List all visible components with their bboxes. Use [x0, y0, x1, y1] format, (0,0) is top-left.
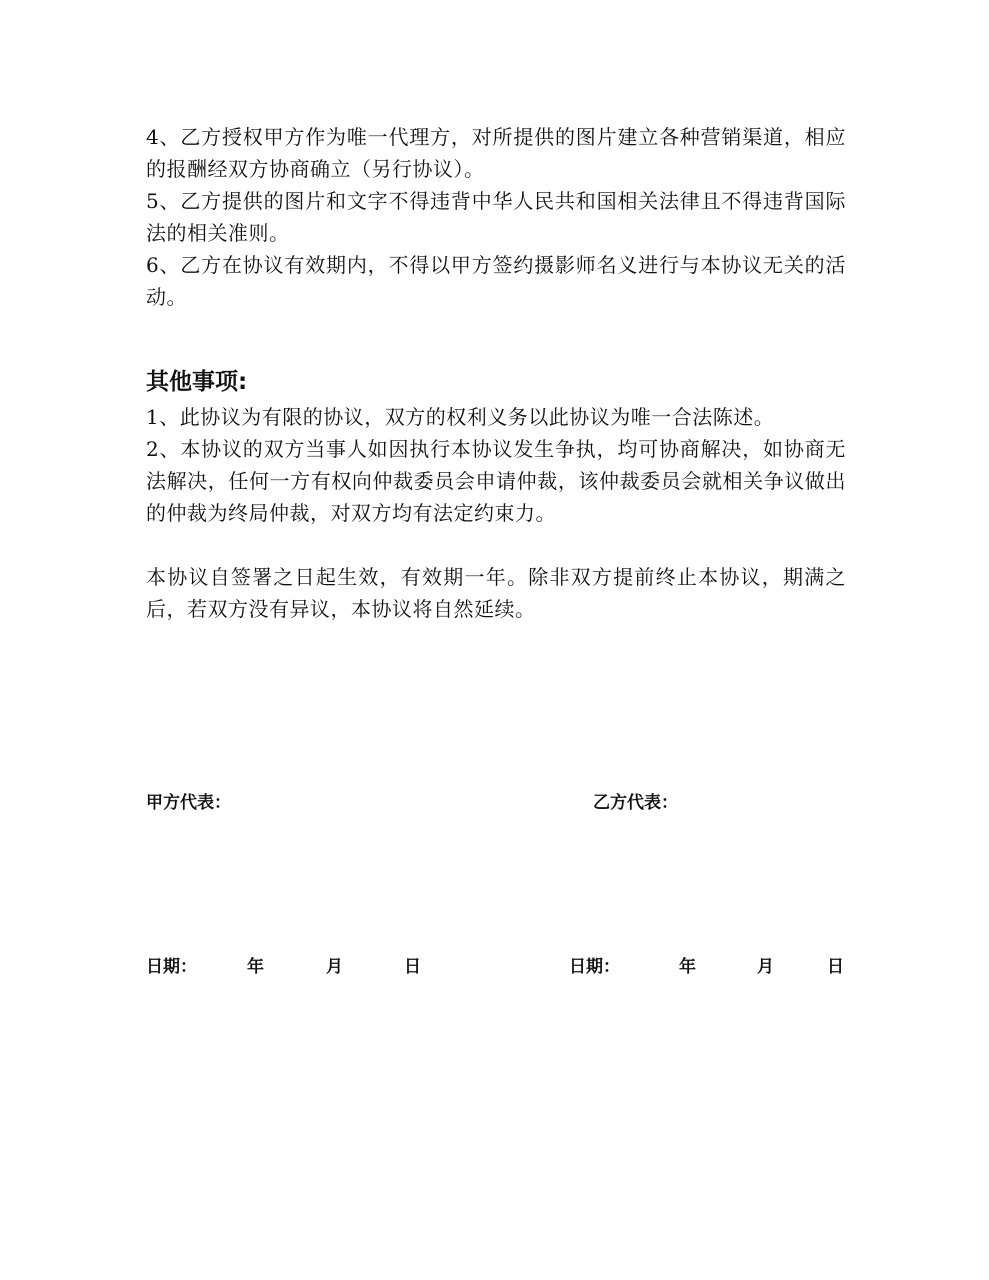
other-matters-heading: 其他事项: [146, 369, 248, 395]
party-a-month-label: 月 [326, 957, 343, 977]
clause-4: 4、乙方授权甲方作为唯一代理方，对所提供的图片建立各种营销渠道，相应的报酬经双方协商确立（另行协议）。 [146, 125, 846, 181]
clause-5: 5、乙方提供的图片和文字不得违背中华人民共和国相关法律且不得违背国际法的相关准则。 [146, 189, 846, 245]
party-b-representative-label: 乙方代表： [593, 793, 678, 813]
party-a-day-label: 日 [404, 957, 421, 977]
party-b-date-label: 日期： [569, 957, 620, 977]
party-a-representative-label: 甲方代表： [146, 793, 231, 813]
party-b-day-label: 日 [827, 957, 844, 977]
other-matter-2: 2、本协议的双方当事人如因执行本协议发生争执，均可协商解决，如协商无法解决，任何一方有权向仲裁委员会申请仲裁，该仲裁委员会就相关争议做出的仲裁为终局仲裁，对双方均有法定约束力。 [146, 437, 846, 525]
other-matter-1: 1、此协议为有限的协议，双方的权利义务以此协议为唯一合法陈述。 [146, 405, 775, 429]
party-b-month-label: 月 [757, 957, 774, 977]
party-b-year-label: 年 [679, 957, 696, 977]
clause-6: 6、乙方在协议有效期内，不得以甲方签约摄影师名义进行与本协议无关的活动。 [146, 253, 846, 309]
party-a-date-label: 日期： [146, 957, 197, 977]
validity-paragraph: 本协议自签署之日起生效，有效期一年。除非双方提前终止本协议，期满之后，若双方没有异议，本协议将自然延续。 [146, 565, 846, 621]
party-a-year-label: 年 [247, 957, 264, 977]
